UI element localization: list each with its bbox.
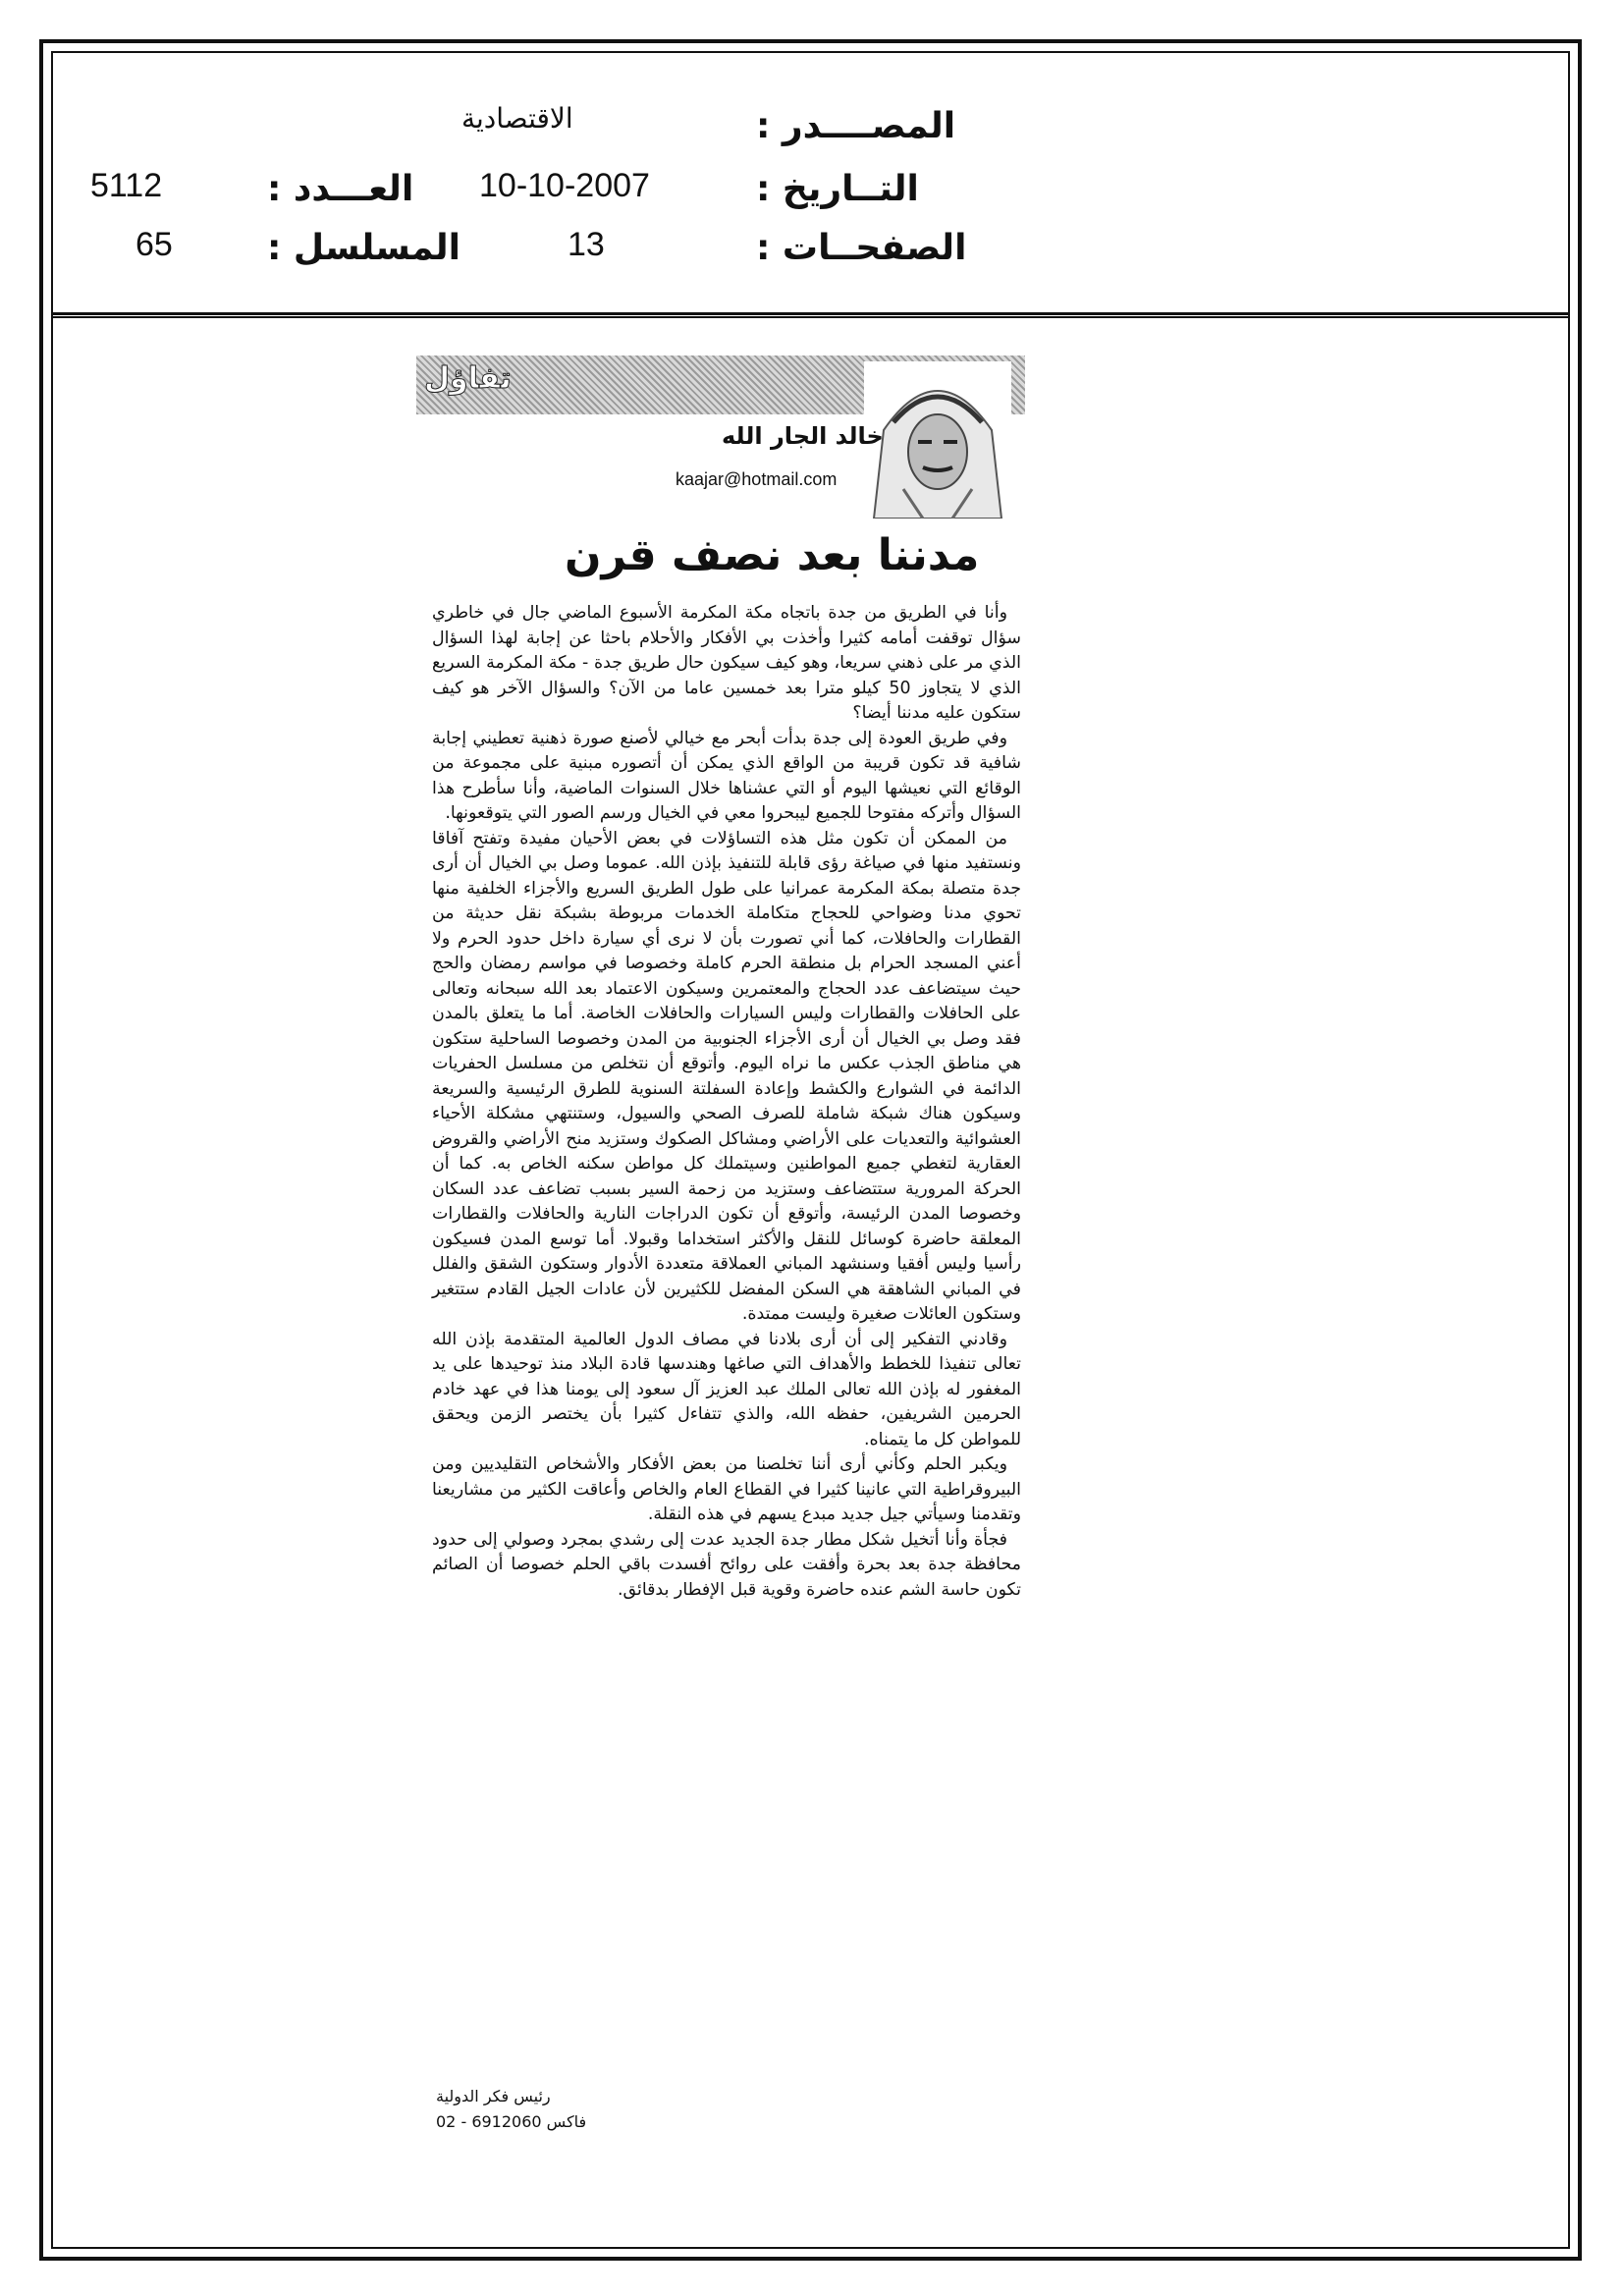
article-paragraph: وقادني التفكير إلى أن أرى بلادنا في مصاف الدول العالمية المتقدمة بإذن الله تعالى تنفيذا للخطط والأهداف التي صاغها وهندسها قادة البلاد منذ توحيدها على يد المغفور له بإذن الله تعالى الملك عبد العزيز آل سعود إلى يومنا هذا في عهد خادم الحرمين الشريفين، حفظه الله، والذي تتفاءل كثيرا بأن يختصر الزمن ويحقق للمواطن كل ما يتمناه. [432,1329,1021,1449]
pages-value: 13 [568,226,605,263]
article-paragraph: من الممكن أن تكون مثل هذه التساؤلات في بعض الأحيان مفيدة وتفتح آفاقا ونستفيد منها في صياغة رؤى قابلة للتنفيذ بإذن الله. عموما وصل بي الخيال أن أرى جدة متصلة بمكة المكرمة عمرانيا على طول الطريق السريع والأجزاء الخلفية منها تحوي مدنا وضواحي للحجاج متكاملة الخدمات مربوطة بشبكة نقل حديثة من القطارات والحافلات، كما أني تصورت بأن لا نرى أي سيارة داخل حدود الحرم ولا أعني المسجد الحرام بل منطقة الحرم كاملة وخصوصا في مواسم رمضان والحج حيث سيتضاعف عدد الحجاج والمعتمرين وسيكون الاعتماد بعد الله سبحانه وتعالى على الحافلات والقطارات وليس السيارات والحافلات الخاصة. أما ما يتعلق بالمدن فقد وصل بي الخيال أن أرى الأجزاء الجنوبية من المدن وخصوصا الساحلية ستكون هي مناطق الجذب عكس ما نراه اليوم. وأتوقع أن نتخلص من مسلسل الحفريات الدائمة في الشوارع والكشط وإعادة السفلتة السنوية للطرق الرئيسية والسريعة وسيكون هناك شبكة شاملة للصرف الصحي والسيول، وستنتهي مشكلة الأحياء العشوائية والتعديات على الأراضي ومشاكل الصكوك وستزيد منح الأراضي والقروض العقارية لتغطي جميع المواطنين وسيتملك كل مواطن سكنه الخاص به. كما أن الحركة المرورية ستتضاعف وستزيد من زحمة السير بسبب تضاعف عدد السكان وخصوصا المدن الرئيسة، وأتوقع أن تكون الدراجات النارية والحافلات والقطارات المعلقة حاضرة كوسائل للنقل والأكثر استخداما وقبولا. أما توسع المدن فسيكون رأسيا وليس أفقيا وسنشهد المباني العملاقة متعددة الأدوار وستكون الشقق والفلل في المباني الشاهقة هي السكن المفضل للكثيرين لأن عادات الجيل القادم ستتغير وستكون العائلات صغيرة وليست ممتدة. [432,828,1021,1324]
author-email: kaajar@hotmail.com [676,469,838,489]
article-headline: مدننا بعد نصف قرن [565,530,980,580]
serial-value: 65 [135,226,173,263]
issue-label: العـــدد : [267,169,414,209]
source-value: الاقتصادية [461,102,573,135]
pages-label: الصفحــات : [756,228,967,268]
article-body [432,601,1021,1603]
column-title: تفاؤل [424,361,512,396]
date-value: 10-10-2007 [479,167,650,204]
source-label: المصــــدر : [756,106,956,146]
author-fax: فاكس 6912060 - 02 [436,2112,587,2131]
serial-label: المسلسل : [267,228,461,268]
article-paragraph: وأنا في الطريق من جدة باتجاه مكة المكرمة الأسبوع الماضي جال في خاطري سؤال توقفت أمامه كثيرا وأخذت بي الأفكار والأحلام باحثا عن إجابة لهذا السؤال الذي مر على ذهني سريعا، وهو كيف سيكون حال طريق جدة - مكة المكرمة السريع الذي لا يتجاوز 50 كيلو مترا بعد خمسين عاما من الآن؟ والسؤال الآخر هو كيف ستكون عليه مدننا أيضا؟ [432,603,1021,723]
author-title: رئيس فكر الدولية [436,2087,551,2105]
article-paragraph: فجأة وأنا أتخيل شكل مطار جدة الجديد عدت إلى رشدي بمجرد وصولي إلى حدود محافظة جدة بعد بحرة وأفقت على روائح أفسدت باقي الحلم خصوصا أن الصائم تكون حاسة الشم عنده حاضرة وقوية قبل الإفطار بدقائق. [432,1529,1021,1600]
article-paragraph: وفي طريق العودة إلى جدة بدأت أبحر مع خيالي لأصنع صورة ذهنية تعطيني إجابة شافية قد تكون قريبة من الواقع الذي يمكن أن أتصوره مبنية على مجموعة من الوقائع التي نعيشها اليوم أو التي عشناها خلال السنوات الماضية، وأنا سأطرح هذا السؤال وأتركه مفتوحا للجميع ليبحروا معي في الخيال ورسم الصور التي يتوقعونها. [432,728,1021,823]
issue-value: 5112 [90,167,163,204]
author-name: خالد الجار الله [722,422,884,450]
header-separator [51,312,1570,318]
date-label: التــاريخ : [756,169,919,209]
article-paragraph: ويكبر الحلم وكأني أرى أننا تخلصنا من بعض الأفكار والأشخاص التقليديين ومن البيروقراطية التي عانينا كثيرا في القطاع العام والخاص وأعاقت الكثير من مشاريعنا وتقدمنا وسيأتي جيل جديد مبدع يسهم في هذه النقلة. [432,1454,1021,1524]
author-photo [864,361,1011,519]
